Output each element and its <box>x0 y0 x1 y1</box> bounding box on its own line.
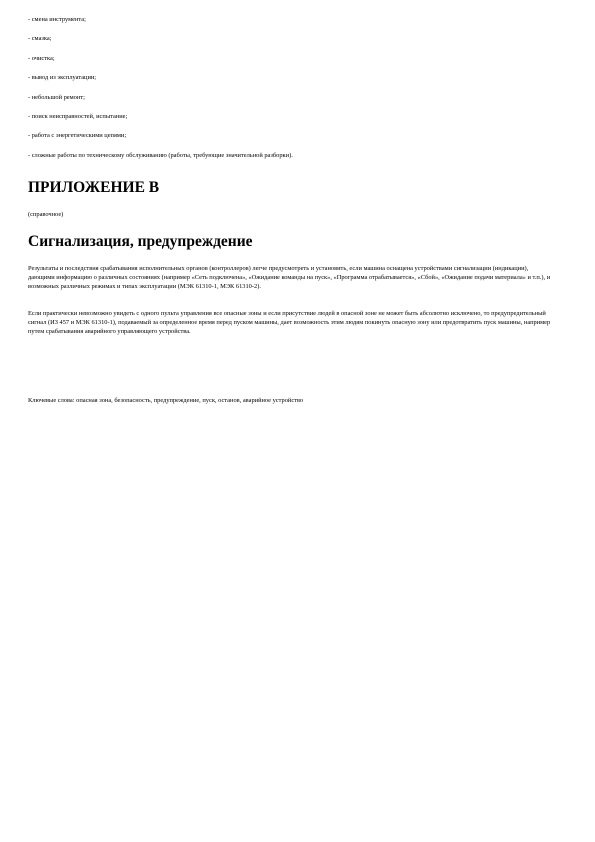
keywords-line: Ключевые слова: опасная зона, безопасность, предупреждение, пуск, останов, аварийное устройство <box>28 397 304 404</box>
list-item: - смазка; <box>28 35 52 43</box>
section-heading: Сигнализация, предупреждение <box>28 233 253 250</box>
list-item: - смена инструмента; <box>28 16 86 23</box>
appendix-heading: ПРИЛОЖЕНИЕ В <box>28 179 160 196</box>
list-item: - работа с энергетическими цепями; <box>28 132 127 140</box>
list-item: - поиск неисправностей, испытание; <box>28 112 128 120</box>
list-item: - сложные работы по техническому обслуживанию (работы, требующие значительной разборки). <box>28 151 293 159</box>
paragraph-warning: Если практически невозможно увидеть с одного пульта управления все опасные зоны и если присутствие людей в опасной зоне не может быть абсолютно исключено, то предупредительный сигнал (ИЗ 457 и МЭК 61310-1), подаваемый за определенное время перед пуском машины, дает возможность этим людям покинуть опасную зону или предотвратить пуск машины, например путем срабатывания аварийного управляющего устройства. <box>28 310 551 336</box>
appendix-note: (справочное) <box>28 211 64 218</box>
list-item: - очистка; <box>28 54 55 62</box>
list-item: - вывод из эксплуатации; <box>28 74 97 82</box>
bullet-list <box>28 16 568 171</box>
list-item: - небольшой ремонт; <box>28 93 85 101</box>
paragraph-signaling: Результаты и последствия срабатывания исполнительных органов (контроллеров) легче предусмотреть и установить, если машина оснащена устройствами сигнализации (индикации), дающими информацию о различных состояниях (например «Сеть подключена», «Ожидание команды на пуск», «Программа отрабатывается», «Сбой», «Ожидание подачи материала» и т.п.), и возможных различных режимах и типах эксплуатации (МЭК 61310-1, МЭК 61310-2). <box>28 265 551 291</box>
